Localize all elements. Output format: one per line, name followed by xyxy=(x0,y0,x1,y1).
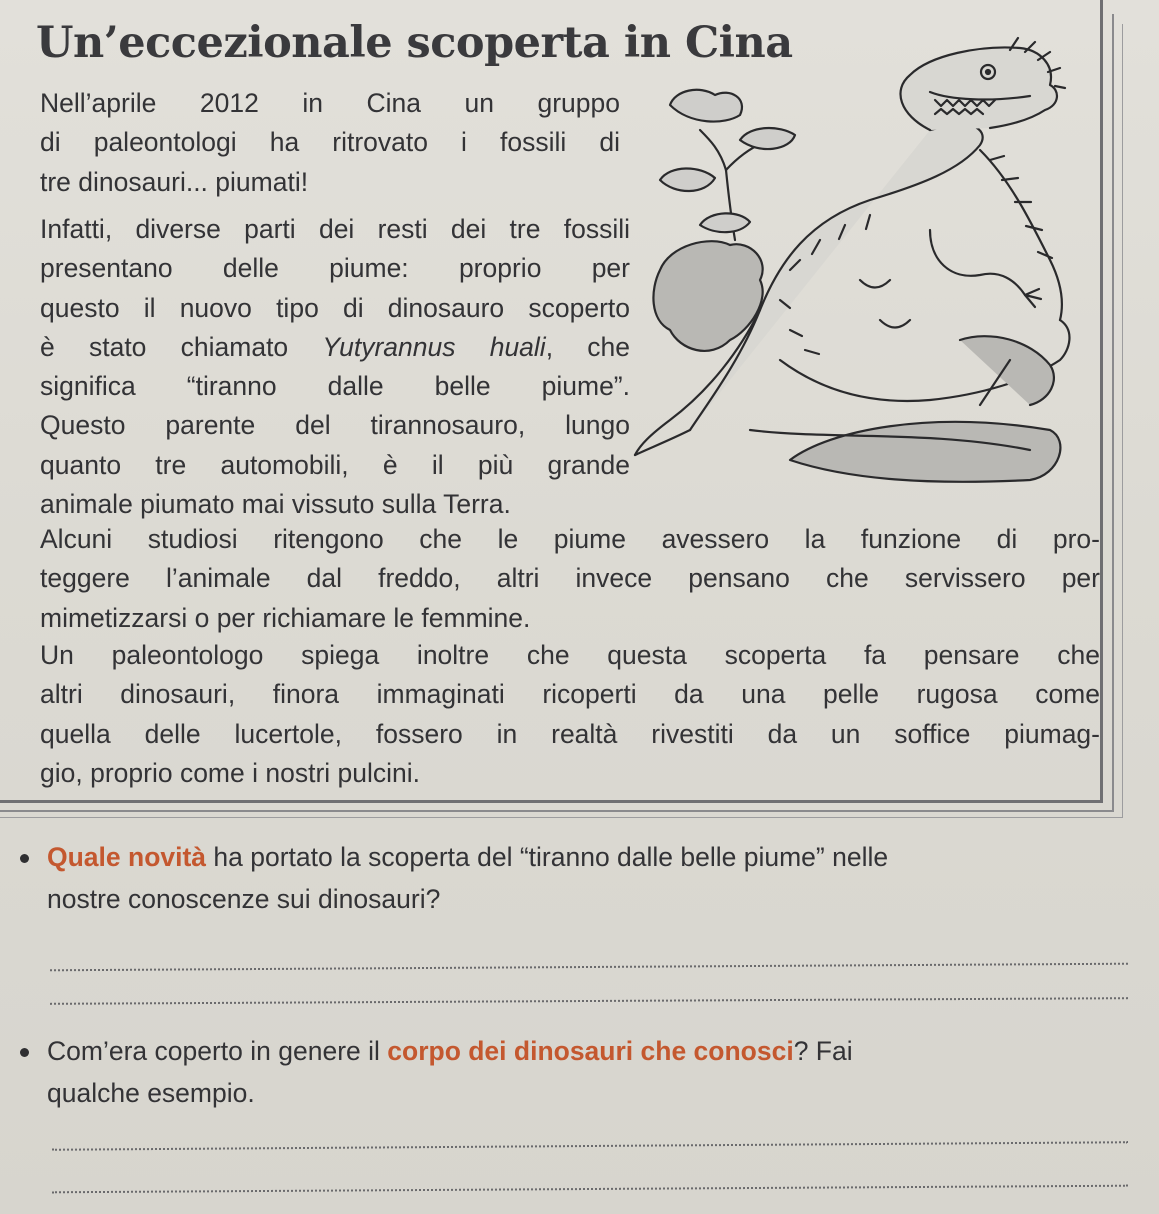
text-line: mimetizzarsi o per richiamare le femmine. xyxy=(40,602,531,633)
question-2-text xyxy=(47,1030,853,1114)
bullet-icon xyxy=(20,1048,29,1057)
answer-line[interactable] xyxy=(52,1141,1128,1151)
text-line: animale piumato mai vissuto sulla Terra. xyxy=(40,489,511,520)
text-line: questo il nuovo tipo di dinosauro scoperto xyxy=(40,292,630,323)
article-paragraph-1 xyxy=(40,84,620,202)
text-segment: ha portato la scoperta del “tiranno dalle belle piume” nelle xyxy=(206,842,889,872)
text-line xyxy=(47,836,888,878)
question-highlight: Quale novità xyxy=(47,842,207,872)
text-segment: , che xyxy=(545,331,631,362)
article-paragraph-4 xyxy=(40,636,1100,793)
text-line: gio, proprio come i nostri pulcini. xyxy=(40,757,421,788)
text-line: altri dinosauri, finora immaginati ricoperti da una pelle rugosa come xyxy=(40,679,1100,710)
text-line: significa “tiranno dalle belle piume”. xyxy=(40,371,630,402)
text-line xyxy=(40,328,630,367)
text-line: qualche esempio. xyxy=(47,1078,255,1108)
article-title: Un’eccezionale scoperta in Cina xyxy=(36,18,793,68)
text-line: presentano delle piume: proprio per xyxy=(40,253,630,284)
text-line: quanto tre automobili, è il più grande xyxy=(40,449,630,480)
text-line: Un paleontologo spiega inoltre che questa scoperta fa pensare che xyxy=(40,640,1100,670)
text-line: tre dinosauri... piumati! xyxy=(40,166,309,197)
answer-line[interactable] xyxy=(50,963,1128,972)
text-segment: ? Fai xyxy=(793,1036,853,1066)
text-line: quella delle lucertole, fossero in realtà rivestiti da un soffice piumag- xyxy=(40,718,1100,749)
text-line: Infatti, diverse parti dei resti dei tre fossili xyxy=(40,214,630,244)
text-line: Questo parente del tirannosauro, lungo xyxy=(40,410,630,441)
dinosaur-illustration xyxy=(630,30,1090,510)
species-name: Yutyrannus huali xyxy=(322,331,546,362)
article-paragraph-3 xyxy=(40,520,1100,638)
text-segment: Com’era coperto in genere il xyxy=(47,1036,388,1066)
text-line: nostre conoscenze sui dinosauri? xyxy=(47,884,441,914)
text-line xyxy=(47,1030,853,1072)
text-line: Alcuni studiosi ritengono che le piume avessero la funzione di pro- xyxy=(40,524,1100,554)
text-line: Nell’aprile 2012 in Cina un gruppo xyxy=(40,88,620,118)
text-segment: è stato chiamato xyxy=(40,331,323,362)
answer-line[interactable] xyxy=(52,1185,1128,1194)
answer-line[interactable] xyxy=(50,997,1128,1005)
text-line: di paleontologi ha ritrovato i fossili di xyxy=(40,127,620,158)
question-1-text xyxy=(47,836,888,920)
article-paragraph-2 xyxy=(40,210,630,524)
question-highlight: corpo dei dinosauri che conosci xyxy=(387,1036,794,1066)
text-line: teggere l’animale dal freddo, altri invece pensano che servissero per xyxy=(40,563,1100,594)
bullet-icon xyxy=(20,854,29,863)
